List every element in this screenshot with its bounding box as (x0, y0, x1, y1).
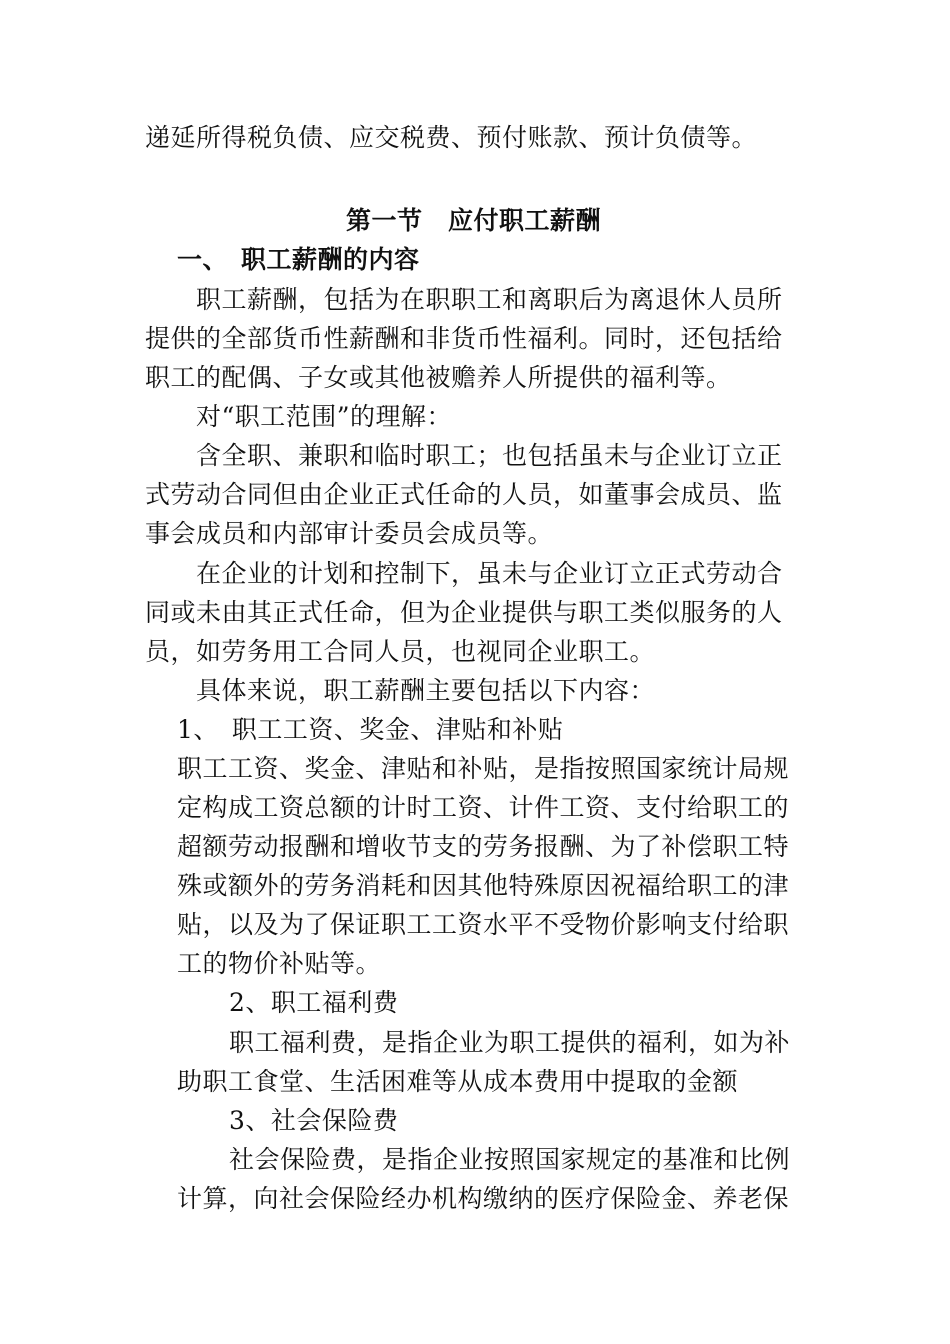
paragraph-line: 助职工食堂、生活困难等从成本费用中提取的金额 (177, 1067, 739, 1096)
paragraph-line: 职工的配偶、子女或其他被赡养人所提供的福利等。 (145, 363, 732, 392)
paragraph-line: 职工工资、奖金、津贴和补贴，是指按照国家统计局规 (177, 754, 790, 783)
section-title: 第一节 应付职工薪酬 (346, 206, 602, 235)
paragraph-line: 事会成员和内部审计委员会成员等。 (145, 519, 554, 548)
paragraph-line: 计算，向社会保险经办机构缴纳的医疗保险金、养老保 (177, 1184, 790, 1213)
paragraph-line: 含全职、兼职和临时职工；也包括虽未与企业订立正 (196, 441, 783, 470)
paragraph-line: 式劳动合同但由企业正式任命的人员，如董事会成员、监 (145, 480, 783, 509)
paragraph-line: 贴，以及为了保证职工工资水平不受物价影响支付给职 (177, 910, 790, 939)
paragraph-line: 对“职工范围”的理解： (196, 402, 453, 431)
paragraph-line: 提供的全部货币性薪酬和非货币性福利。同时，还包括给 (145, 324, 783, 353)
paragraph-line: 递延所得税负债、应交税费、预付账款、预计负债等。 (145, 123, 758, 152)
paragraph-line: 定构成工资总额的计时工资、计件工资、支付给职工的 (177, 793, 790, 822)
item-heading: 1、 职工工资、奖金、津贴和补贴 (177, 715, 564, 744)
item-heading: 3、社会保险费 (229, 1106, 399, 1135)
paragraph-line: 在企业的计划和控制下，虽未与企业订立正式劳动合 (196, 559, 783, 588)
paragraph-line: 员，如劳务用工合同人员，也视同企业职工。 (145, 637, 656, 666)
paragraph-line: 职工薪酬，包括为在职职工和离职后为离退休人员所 (196, 285, 783, 314)
subsection-heading: 一、 职工薪酬的内容 (177, 245, 420, 274)
paragraph-line: 同或未由其正式任命，但为企业提供与职工类似服务的人 (145, 598, 783, 627)
item-heading: 2、职工福利费 (229, 988, 399, 1017)
paragraph-line: 职工福利费，是指企业为职工提供的福利，如为补 (229, 1028, 791, 1057)
paragraph-line: 社会保险费，是指企业按照国家规定的基准和比例 (229, 1145, 791, 1174)
paragraph-line: 具体来说，职工薪酬主要包括以下内容： (196, 676, 656, 705)
paragraph-line: 殊或额外的劳务消耗和因其他特殊原因祝福给职工的津 (177, 871, 790, 900)
paragraph-line: 工的物价补贴等。 (177, 949, 382, 978)
paragraph-line: 超额劳动报酬和增收节支的劳务报酬、为了补偿职工特 (177, 832, 790, 861)
